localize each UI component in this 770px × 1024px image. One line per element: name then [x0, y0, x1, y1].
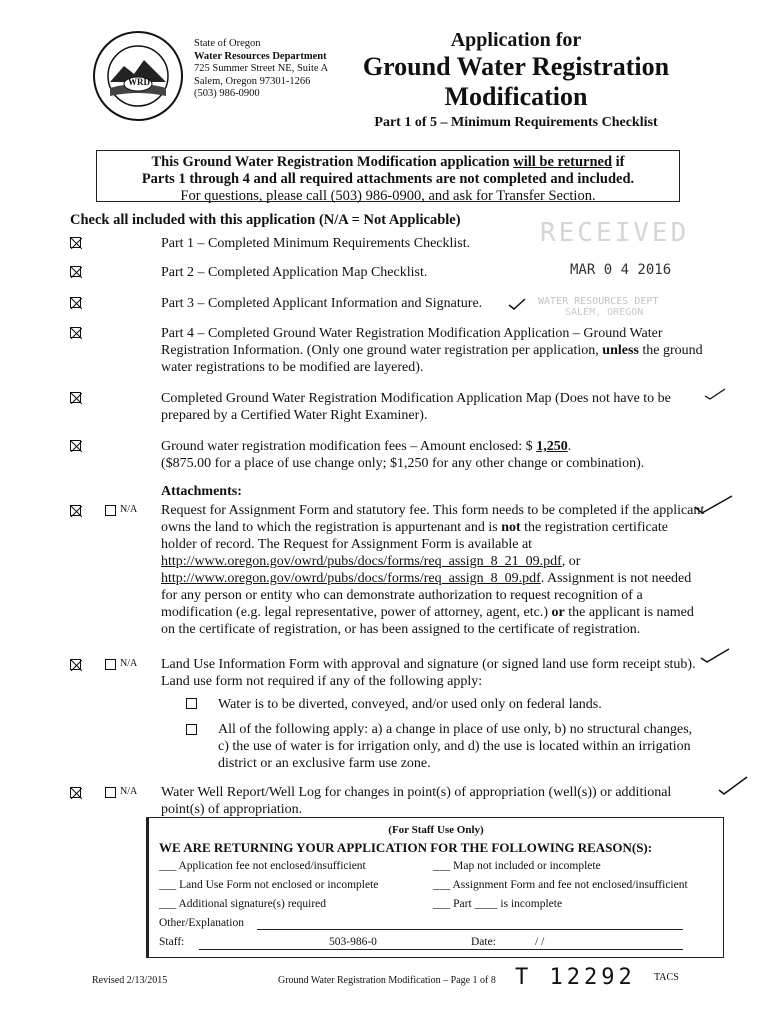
notice-line1 [97, 154, 679, 171]
item-well-log: Water Well Report/Well Log for changes in point(s) of appropriation (well(s)) or additional point(s) of appropriation. [161, 785, 672, 817]
checkbox-part3[interactable] [70, 297, 81, 308]
notice-emphasis: will be returned [513, 154, 613, 170]
checkbox-assignment[interactable] [70, 505, 81, 516]
ticket-number [515, 965, 636, 990]
checkbox-federal-lands[interactable] [186, 698, 197, 709]
staff-date-value: / / [535, 936, 545, 948]
item-all-apply: All of the following apply: a) a change in place of use only, b) no structural changes, c) the use of water is for irrigation only, and d) the use is located within an irrigation district or an exclusive farm use zone. [218, 722, 693, 771]
agency-city: Salem, Oregon 97301-1266 [194, 75, 311, 87]
title-line2: Ground Water Registration [362, 52, 670, 81]
received-stamp: RECEIVED [540, 218, 690, 248]
item-fees-note: ($875.00 for a place of use change only; $1,250 for any other change or combination). [161, 456, 645, 471]
assignment-or: or [551, 605, 565, 620]
other-explanation [159, 917, 244, 929]
item-part4-text-a: Part 4 – Completed Ground Water Registration Modification Application – Ground Water Registration Information. (Only one ground water registration per application, [161, 326, 663, 358]
title-line1: Application for [450, 29, 582, 51]
received-stamp-dept: WATER RESOURCES DEPT [538, 296, 659, 307]
attachments-heading: Attachments: [161, 484, 242, 499]
notice-text-a: This Ground Water Registration Modification application [151, 154, 514, 170]
staff-header: (For Staff Use Only) [388, 824, 484, 836]
na-label-land-use: N/A [120, 658, 138, 669]
received-stamp-date: MAR 0 4 2016 [570, 262, 672, 278]
footer-revised: Revised 2/13/2015 [92, 975, 168, 986]
assignment-link-2[interactable]: http://www.oregon.gov/owrd/pubs/docs/forms/req_assign_8_09.pdf [161, 571, 541, 586]
staff-date-label: Date: [471, 936, 496, 948]
checkbox-map[interactable] [70, 392, 81, 403]
oregon-wrd-seal [92, 30, 184, 122]
title-subtitle: Part 1 of 5 – Minimum Requirements Checklist [374, 115, 658, 130]
title-line3: Modification [444, 82, 588, 111]
reason-signature: ___ Additional signature(s) required [159, 898, 327, 910]
notice-line2: Parts 1 through 4 and all required attachments are not completed and included. [141, 171, 635, 187]
handwritten-check-icon [700, 648, 730, 664]
reason-part-suffix: is incomplete [500, 898, 563, 910]
assignment-text-c: , or [561, 554, 581, 569]
staff-use-box [146, 817, 724, 958]
checkbox-part1[interactable] [70, 237, 81, 248]
item-fees-label: Ground water registration modification fees – Amount enclosed: $ [161, 439, 537, 454]
fee-amount: 1,250 [536, 439, 568, 454]
handwritten-check-icon [508, 298, 526, 310]
item-part3: Part 3 – Completed Applicant Information and Signature. [161, 296, 483, 311]
assignment-text-e: the applicant is named on the certificate of registration, or has been assigned to the certificate of registration. [161, 605, 694, 637]
na-checkbox-land-use[interactable] [105, 659, 116, 670]
item-part4 [161, 325, 706, 376]
item-part2: Part 2 – Completed Application Map Checklist. [161, 265, 428, 280]
handwritten-check-icon [704, 388, 726, 400]
assignment-text-a: Request for Assignment Form and statutory fee. This form needs to be completed if the applicant owns the land to which the registration is appurtenant and is [161, 503, 705, 535]
na-label-assignment: N/A [120, 504, 138, 515]
ticket-digits: 12292 [549, 965, 636, 990]
agency-state: State of Oregon [194, 38, 261, 49]
handwritten-check-icon [718, 776, 748, 796]
footer-page: Ground Water Registration Modification – Page 1 of 8 [278, 975, 496, 986]
item-fees [161, 438, 706, 472]
checkbox-all-apply[interactable] [186, 724, 197, 735]
staff-line[interactable] [199, 949, 683, 950]
form-title [346, 28, 686, 132]
reason-assignment-label: Assignment Form and fee not enclosed/insufficient [452, 879, 688, 891]
item-part1: Part 1 – Completed Minimum Requirements Checklist. [161, 236, 471, 251]
footer-tacs: TACS [654, 972, 679, 983]
reason-land-use: ___ Land Use Form not enclosed or incomplete [159, 879, 379, 891]
assignment-link-1[interactable]: http://www.oregon.gov/owrd/pubs/docs/forms/req_assign_8_21_09.pdf [161, 554, 562, 569]
reason-part: ___ Part ____ is incomplete [433, 898, 563, 910]
other-explanation-line[interactable] [257, 929, 683, 930]
agency-phone: (503) 986-0900 [194, 88, 260, 100]
checkbox-well-log[interactable] [70, 787, 81, 798]
na-label-well-log: N/A [120, 786, 138, 797]
reason-fee-label: Application fee not enclosed/insufficient [178, 860, 366, 872]
handwritten-check-icon [694, 495, 734, 515]
item-federal-lands: Water is to be diverted, conveyed, and/or used only on federal lands. [218, 697, 602, 712]
item-land-use: Land Use Information Form with approval and signature (or signed land use form receipt stub). Land use form not required if any of the following apply: [161, 657, 696, 689]
reason-assignment: ___ Assignment Form and fee not enclosed/insufficient [433, 879, 688, 891]
agency-street: 725 Summer Street NE, Suite A [194, 63, 329, 75]
reason-land-use-label: Land Use Form not enclosed or incomplete [179, 879, 379, 891]
notice-line3: For questions, please call (503) 986-0900, and ask for Transfer Section. [180, 188, 596, 204]
checkbox-land-use[interactable] [70, 659, 81, 670]
assignment-text-b: the registration certificate holder of record. The Request for Assignment Form is available at [161, 520, 668, 552]
item-fees-period: . [567, 439, 572, 454]
seal-center-text: WRD [128, 77, 150, 87]
agency-department: Water Resources Department [194, 50, 327, 62]
assignment-not: not [501, 520, 521, 535]
received-stamp-city: SALEM, OREGON [565, 307, 644, 318]
reason-part-label: Part [453, 898, 472, 910]
item-assignment [161, 502, 706, 638]
return-notice-box [96, 150, 680, 202]
ticket-letter: T [515, 965, 533, 990]
agency-address [194, 38, 328, 101]
staff-reasons-header: WE ARE RETURNING YOUR APPLICATION FOR THE FOLLOWING REASON(S): [159, 840, 653, 855]
item-part4-unless: unless [602, 343, 639, 358]
item-part4-text-c: the ground water registrations to be modified are layered). [161, 343, 703, 375]
notice-text-c: if [612, 154, 625, 170]
staff-phone: 503-986-0 [329, 936, 377, 948]
checkbox-part2[interactable] [70, 266, 81, 277]
item-map: Completed Ground Water Registration Modification Application Map (Does not have to be prepared by a Certified Water Right Examiner). [161, 391, 671, 423]
staff-label: Staff: [159, 936, 185, 948]
other-explanation-label: Other/Explanation [159, 917, 244, 929]
checklist-heading: Check all included with this application (N/A = Not Applicable) [70, 212, 461, 228]
assignment-text-d: . Assignment is not needed for any person or entity who can demonstrate authorization to request recognition of a modification (e.g. legal representative, power of attorney, agent, etc.) [161, 571, 692, 620]
reason-fee: ___ Application fee not enclosed/insufficient [159, 860, 366, 872]
na-checkbox-assignment[interactable] [105, 505, 116, 516]
na-checkbox-well-log[interactable] [105, 787, 116, 798]
reason-map: ___ Map not included or incomplete [433, 860, 601, 872]
reason-map-label: Map not included or incomplete [453, 860, 601, 872]
checkbox-part4[interactable] [70, 327, 81, 338]
reason-signature-label: Additional signature(s) required [178, 898, 327, 910]
checkbox-fees[interactable] [70, 440, 81, 451]
